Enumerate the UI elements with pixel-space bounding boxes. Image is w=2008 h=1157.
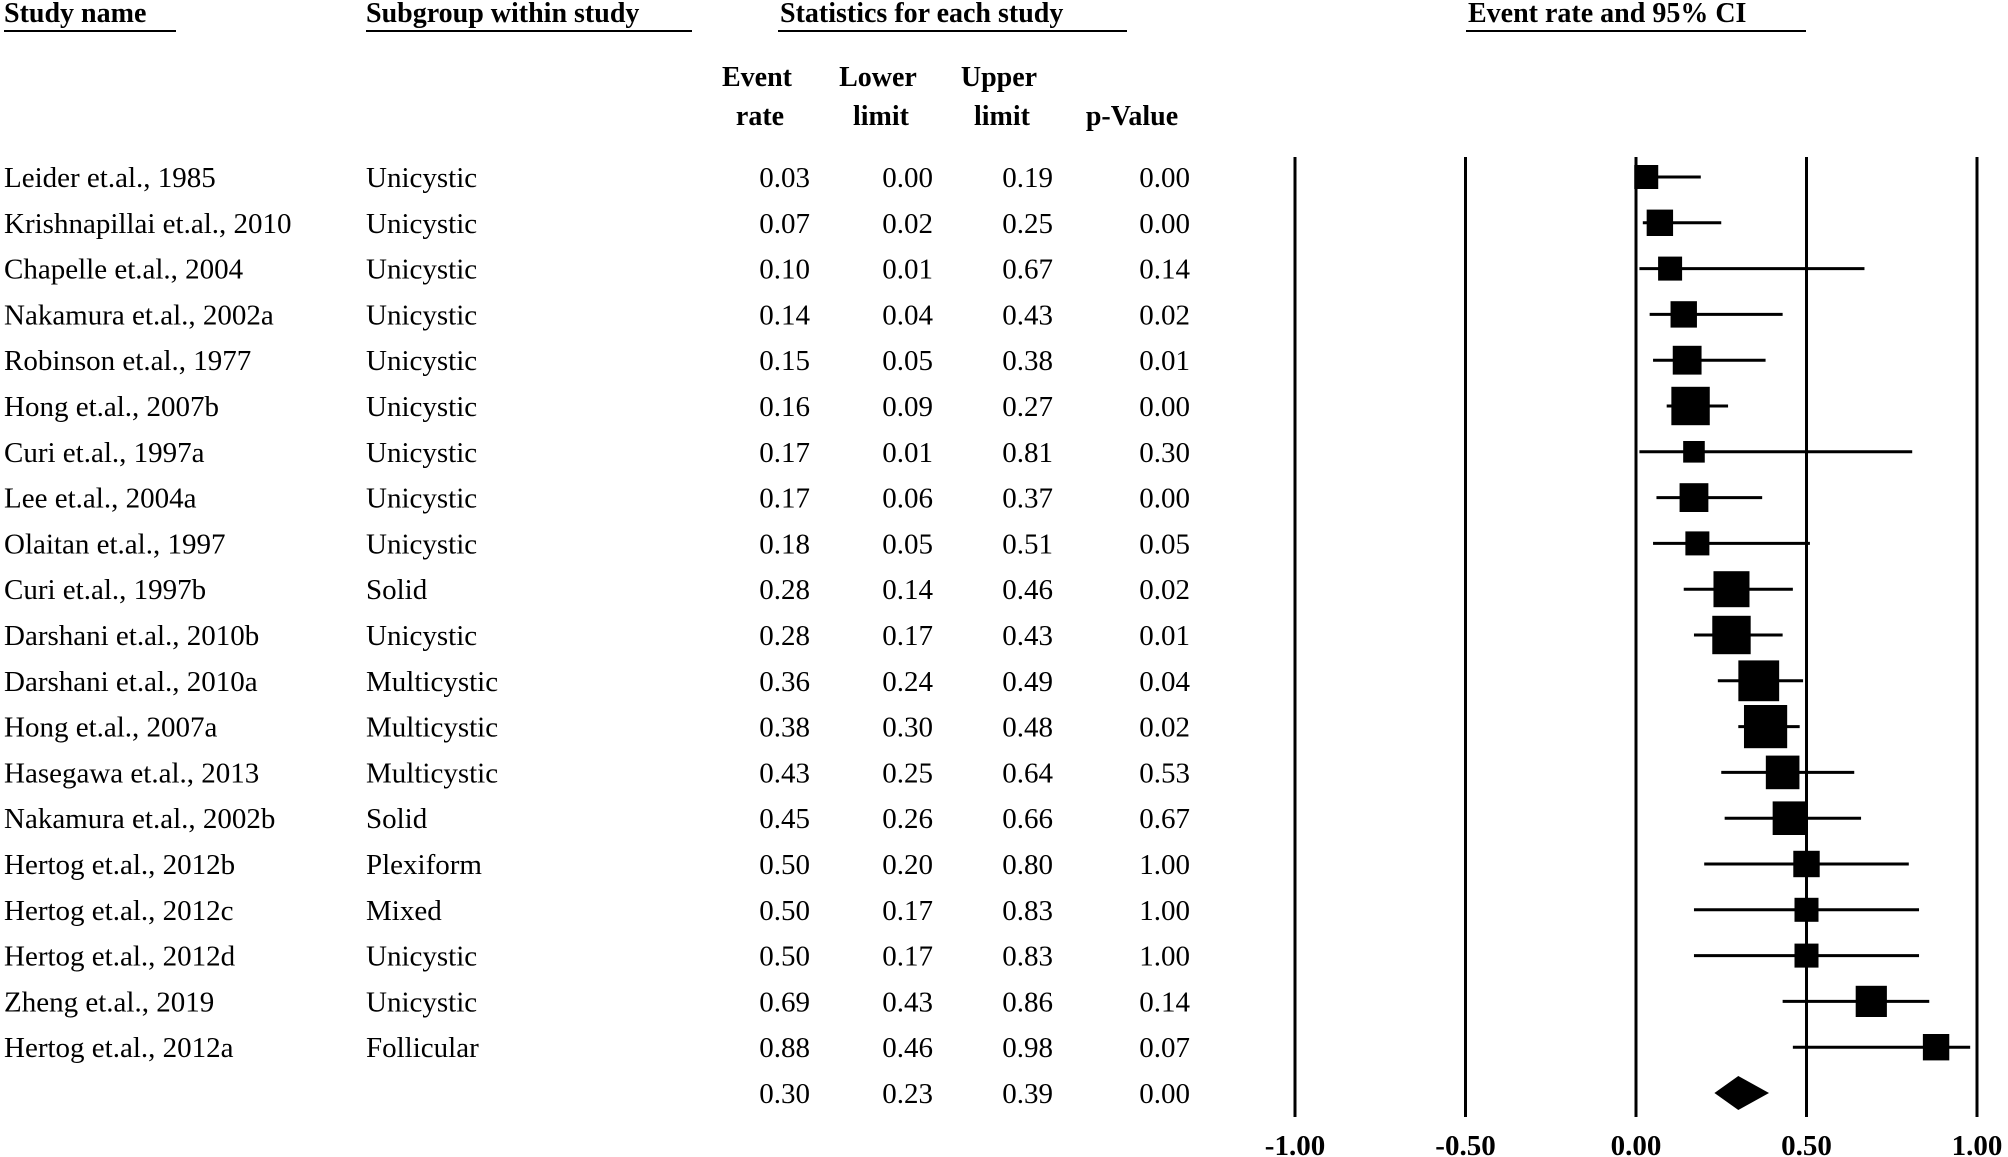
study-subgroup: Unicystic bbox=[366, 299, 478, 332]
study-upper-limit: 0.43 bbox=[1002, 299, 1053, 332]
study-p-value: 1.00 bbox=[1139, 940, 1190, 973]
study-event-rate: 0.28 bbox=[759, 574, 810, 607]
study-p-value: 0.14 bbox=[1139, 253, 1190, 286]
study-upper-limit: 0.83 bbox=[1002, 940, 1053, 973]
study-event-rate: 0.69 bbox=[759, 986, 810, 1019]
study-subgroup: Plexiform bbox=[366, 849, 482, 881]
study-name: Hong et.al., 2007a bbox=[4, 711, 218, 744]
study-point-marker bbox=[1793, 851, 1819, 877]
study-name: Curi et.al., 1997b bbox=[4, 574, 207, 607]
study-event-rate: 0.10 bbox=[759, 253, 810, 286]
study-event-rate: 0.50 bbox=[759, 849, 810, 881]
study-p-value: 0.14 bbox=[1139, 986, 1190, 1019]
study-point-marker bbox=[1738, 660, 1779, 701]
study-event-rate: 0.36 bbox=[759, 665, 810, 698]
subgroup-header: Subgroup within study bbox=[366, 0, 640, 29]
study-subgroup: Follicular bbox=[366, 1032, 479, 1065]
upper-limit-subheader-line2: limit bbox=[974, 101, 1030, 132]
upper-limit-subheader-line1: Upper bbox=[960, 62, 1038, 93]
summary-upper-limit: 0.39 bbox=[1002, 1078, 1053, 1110]
study-name: Curi et.al., 1997a bbox=[4, 436, 205, 469]
study-name: Hertog et.al., 2012d bbox=[4, 940, 236, 973]
study-upper-limit: 0.51 bbox=[1002, 528, 1053, 561]
study-event-rate: 0.18 bbox=[759, 528, 810, 561]
study-event-rate: 0.15 bbox=[759, 345, 810, 378]
study-upper-limit: 0.25 bbox=[1002, 207, 1053, 240]
study-point-marker bbox=[1673, 346, 1702, 375]
lower-limit-subheader-line1: Lower bbox=[839, 62, 917, 93]
statistics-header: Statistics for each study bbox=[780, 0, 1064, 29]
study-event-rate: 0.43 bbox=[759, 757, 810, 790]
study-name: Darshani et.al., 2010a bbox=[4, 665, 258, 698]
study-name: Krishnapillai et.al., 2010 bbox=[4, 207, 292, 240]
study-upper-limit: 0.46 bbox=[1002, 574, 1053, 607]
study-name: Leider et.al., 1985 bbox=[4, 162, 216, 194]
study-upper-limit: 0.66 bbox=[1002, 803, 1053, 836]
study-upper-limit: 0.86 bbox=[1002, 986, 1053, 1019]
study-upper-limit: 0.81 bbox=[1002, 436, 1053, 469]
study-lower-limit: 0.02 bbox=[882, 207, 933, 240]
study-name: Hasegawa et.al., 2013 bbox=[4, 757, 260, 790]
study-lower-limit: 0.20 bbox=[882, 849, 933, 881]
study-lower-limit: 0.26 bbox=[882, 803, 933, 836]
event-rate-subheader-line2: rate bbox=[735, 101, 785, 132]
study-subgroup: Unicystic bbox=[366, 620, 478, 652]
study-point-marker bbox=[1713, 571, 1749, 607]
study-name: Hong et.al., 2007b bbox=[4, 391, 220, 423]
study-upper-limit: 0.27 bbox=[1002, 391, 1053, 423]
study-point-marker bbox=[1658, 257, 1682, 281]
study-lower-limit: 0.43 bbox=[882, 986, 933, 1019]
study-subgroup: Unicystic bbox=[366, 436, 478, 469]
study-lower-limit: 0.01 bbox=[882, 253, 933, 286]
study-name: Robinson et.al., 1977 bbox=[4, 345, 252, 378]
study-subgroup: Solid bbox=[366, 574, 428, 607]
study-name: Hertog et.al., 2012a bbox=[4, 1032, 234, 1065]
study-point-marker bbox=[1683, 441, 1705, 463]
study-subgroup: Multicystic bbox=[366, 665, 499, 698]
study-point-marker bbox=[1685, 531, 1709, 555]
x-tick-label: 0.00 bbox=[1610, 1130, 1662, 1157]
plot-header: Event rate and 95% CI bbox=[1468, 0, 1747, 29]
study-p-value: 0.04 bbox=[1139, 665, 1190, 698]
x-tick-label: -1.00 bbox=[1264, 1130, 1326, 1157]
study-upper-limit: 0.80 bbox=[1002, 849, 1053, 881]
study-subgroup: Unicystic bbox=[366, 940, 478, 973]
study-upper-limit: 0.67 bbox=[1002, 253, 1053, 286]
study-event-rate: 0.28 bbox=[759, 620, 810, 652]
x-tick-label: -0.50 bbox=[1435, 1130, 1496, 1157]
study-lower-limit: 0.25 bbox=[882, 757, 933, 790]
study-event-rate: 0.03 bbox=[759, 162, 810, 194]
lower-limit-subheader-line2: limit bbox=[853, 101, 909, 132]
study-event-rate: 0.45 bbox=[759, 803, 810, 836]
study-point-marker bbox=[1647, 210, 1673, 236]
p-value-subheader: p-Value bbox=[1085, 101, 1179, 132]
study-name: Hertog et.al., 2012c bbox=[4, 894, 234, 927]
study-lower-limit: 0.01 bbox=[882, 436, 933, 469]
study-p-value: 0.01 bbox=[1139, 345, 1190, 378]
study-point-marker bbox=[1712, 616, 1750, 654]
study-subgroup: Unicystic bbox=[366, 528, 478, 561]
study-upper-limit: 0.43 bbox=[1002, 620, 1053, 652]
study-event-rate: 0.17 bbox=[759, 436, 810, 469]
study-name: Hertog et.al., 2012b bbox=[4, 849, 236, 881]
study-event-rate: 0.50 bbox=[759, 894, 810, 927]
study-lower-limit: 0.05 bbox=[882, 345, 933, 378]
study-lower-limit: 0.14 bbox=[882, 574, 933, 607]
x-tick-label: 0.50 bbox=[1781, 1130, 1832, 1157]
study-subgroup: Unicystic bbox=[366, 207, 478, 240]
study-lower-limit: 0.17 bbox=[882, 620, 933, 652]
study-subgroup: Mixed bbox=[366, 894, 442, 927]
study-event-rate: 0.88 bbox=[759, 1032, 810, 1065]
study-subgroup: Unicystic bbox=[366, 986, 478, 1019]
study-event-rate: 0.38 bbox=[759, 711, 810, 744]
study-lower-limit: 0.04 bbox=[882, 299, 933, 332]
study-name: Zheng et.al., 2019 bbox=[4, 986, 215, 1019]
study-name: Nakamura et.al., 2002a bbox=[4, 299, 274, 332]
study-p-value: 0.01 bbox=[1139, 620, 1190, 652]
study-subgroup: Unicystic bbox=[366, 162, 478, 194]
study-point-marker bbox=[1671, 301, 1697, 327]
study-subgroup: Solid bbox=[366, 803, 428, 836]
study-name: Chapelle et.al., 2004 bbox=[4, 253, 244, 286]
study-point-marker bbox=[1766, 756, 1800, 790]
study-upper-limit: 0.98 bbox=[1002, 1032, 1053, 1065]
study-name-header: Study name bbox=[4, 0, 147, 29]
study-name: Olaitan et.al., 1997 bbox=[4, 528, 226, 561]
study-p-value: 0.07 bbox=[1139, 1032, 1190, 1065]
study-subgroup: Multicystic bbox=[366, 711, 499, 744]
study-p-value: 0.53 bbox=[1139, 757, 1190, 790]
study-point-marker bbox=[1923, 1034, 1949, 1060]
study-point-marker bbox=[1773, 801, 1807, 835]
study-lower-limit: 0.46 bbox=[882, 1032, 933, 1065]
study-p-value: 0.67 bbox=[1139, 803, 1190, 836]
study-upper-limit: 0.48 bbox=[1002, 711, 1053, 744]
study-p-value: 0.02 bbox=[1139, 711, 1190, 744]
study-point-marker bbox=[1856, 986, 1887, 1017]
study-p-value: 0.00 bbox=[1139, 207, 1190, 240]
study-lower-limit: 0.05 bbox=[882, 528, 933, 561]
study-p-value: 0.00 bbox=[1139, 482, 1190, 515]
summary-diamond bbox=[1714, 1076, 1769, 1110]
study-upper-limit: 0.64 bbox=[1002, 757, 1053, 790]
study-p-value: 1.00 bbox=[1139, 894, 1190, 927]
study-event-rate: 0.16 bbox=[759, 391, 810, 423]
summary-p-value: 0.00 bbox=[1139, 1078, 1190, 1110]
event-rate-subheader-line1: Event bbox=[722, 62, 792, 93]
study-event-rate: 0.17 bbox=[759, 482, 810, 515]
study-upper-limit: 0.49 bbox=[1002, 665, 1053, 698]
study-lower-limit: 0.17 bbox=[882, 940, 933, 973]
study-subgroup: Unicystic bbox=[366, 391, 478, 423]
summary-event-rate: 0.30 bbox=[759, 1078, 810, 1110]
x-tick-label: 1.00 bbox=[1951, 1130, 2003, 1157]
study-p-value: 0.30 bbox=[1139, 436, 1190, 469]
study-p-value: 0.05 bbox=[1139, 528, 1190, 561]
study-lower-limit: 0.30 bbox=[882, 711, 933, 744]
study-point-marker bbox=[1671, 387, 1709, 425]
study-p-value: 0.00 bbox=[1139, 162, 1190, 194]
study-upper-limit: 0.19 bbox=[1002, 162, 1053, 194]
study-lower-limit: 0.06 bbox=[882, 482, 933, 515]
study-subgroup: Multicystic bbox=[366, 757, 499, 790]
study-event-rate: 0.50 bbox=[759, 940, 810, 973]
summary-lower-limit: 0.23 bbox=[882, 1078, 933, 1110]
study-subgroup: Unicystic bbox=[366, 482, 478, 515]
study-point-marker bbox=[1634, 165, 1658, 189]
study-upper-limit: 0.38 bbox=[1002, 345, 1053, 378]
study-upper-limit: 0.37 bbox=[1002, 482, 1053, 515]
study-point-marker bbox=[1795, 898, 1819, 922]
study-name: Darshani et.al., 2010b bbox=[4, 620, 260, 652]
study-p-value: 0.02 bbox=[1139, 574, 1190, 607]
study-lower-limit: 0.00 bbox=[882, 162, 933, 194]
study-p-value: 0.02 bbox=[1139, 299, 1190, 332]
study-event-rate: 0.07 bbox=[759, 207, 810, 240]
study-p-value: 1.00 bbox=[1139, 849, 1190, 881]
study-lower-limit: 0.24 bbox=[882, 665, 933, 698]
study-point-marker bbox=[1795, 944, 1819, 968]
study-p-value: 0.00 bbox=[1139, 391, 1190, 423]
study-subgroup: Unicystic bbox=[366, 345, 478, 378]
study-lower-limit: 0.17 bbox=[882, 894, 933, 927]
study-event-rate: 0.14 bbox=[759, 299, 810, 332]
study-upper-limit: 0.83 bbox=[1002, 894, 1053, 927]
study-name: Lee et.al., 2004a bbox=[4, 482, 197, 515]
study-name: Nakamura et.al., 2002b bbox=[4, 803, 276, 836]
study-point-marker bbox=[1744, 705, 1787, 748]
study-point-marker bbox=[1680, 483, 1709, 512]
study-subgroup: Unicystic bbox=[366, 253, 478, 286]
study-lower-limit: 0.09 bbox=[882, 391, 933, 423]
